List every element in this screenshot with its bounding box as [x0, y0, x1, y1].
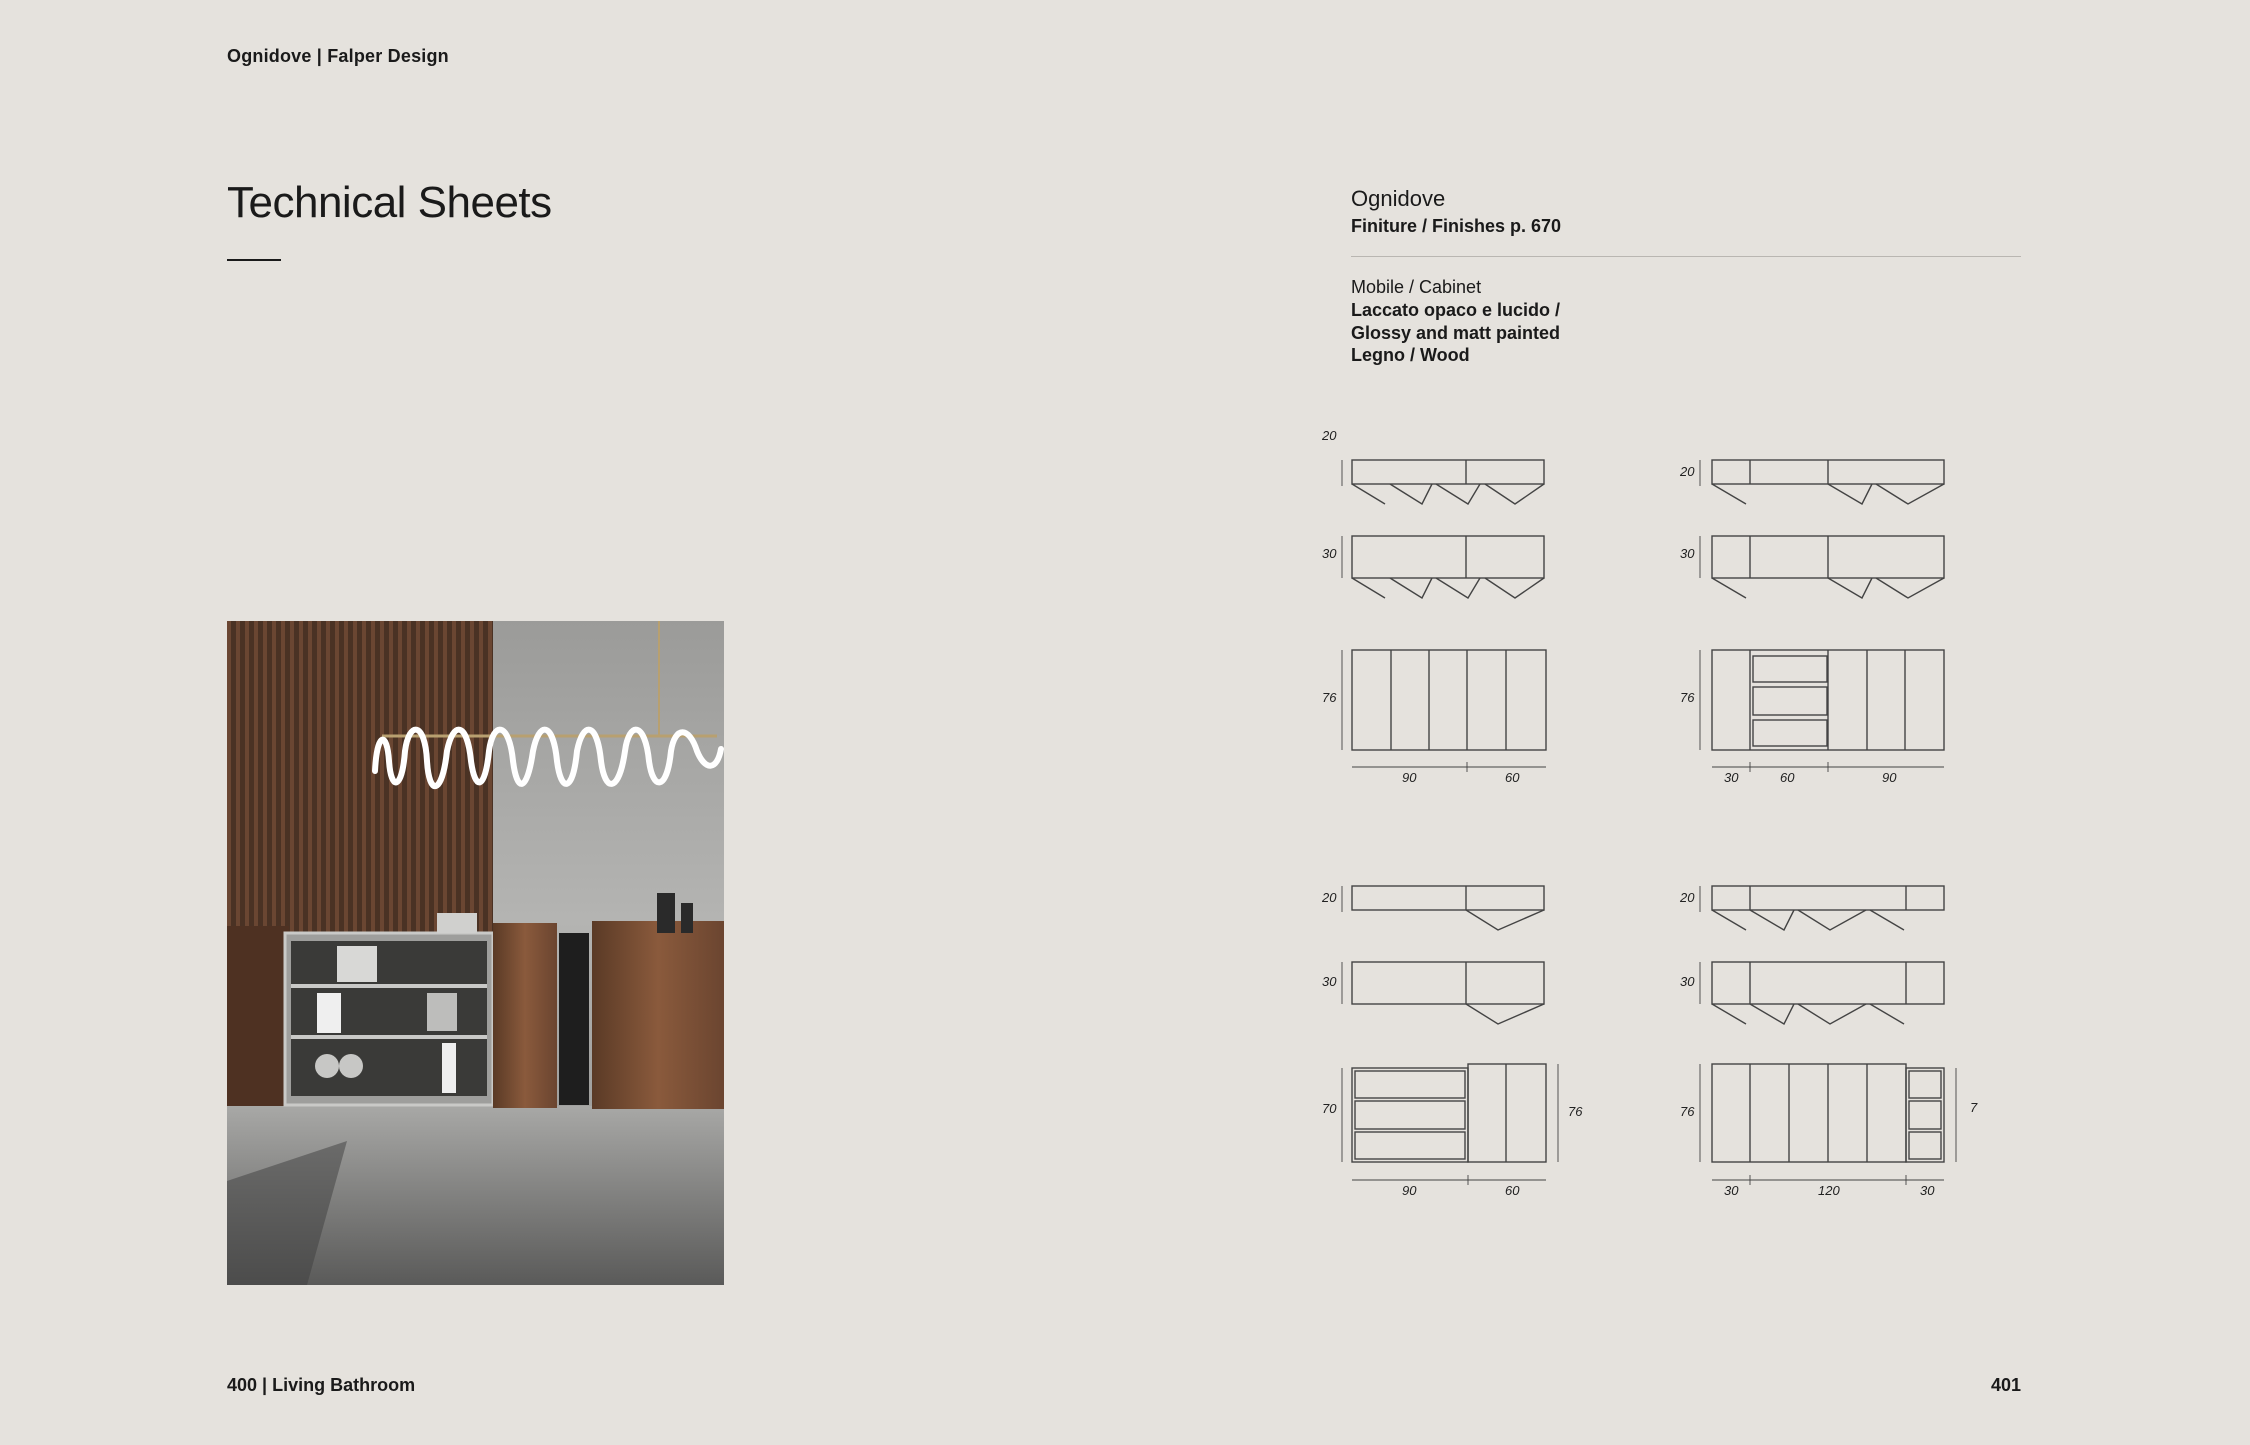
- title-divider: [227, 259, 281, 261]
- dim-label: 60: [1505, 1183, 1520, 1198]
- dim-label: 90: [1402, 1183, 1417, 1198]
- dim-label: 30: [1920, 1183, 1935, 1198]
- finish-item: Legno / Wood: [1351, 345, 1470, 365]
- dim-label: 20: [1322, 428, 1337, 443]
- drawing-2: [1679, 460, 1944, 785]
- dim-label: 60: [1780, 770, 1795, 785]
- dim-label: 120: [1818, 1183, 1840, 1198]
- dim-label: 30: [1680, 974, 1695, 989]
- page-title: Technical Sheets: [227, 178, 552, 227]
- dim-label: 30: [1680, 546, 1695, 561]
- dim-label: 76: [1322, 690, 1337, 705]
- header-brand: Ognidove | Falper Design: [227, 46, 449, 66]
- dim-label: 7: [1970, 1100, 1978, 1115]
- drawing-4: [1679, 886, 1978, 1198]
- footer-page-left: 400 | Living Bathroom: [227, 1375, 416, 1395]
- drawing-3: [1321, 886, 1583, 1198]
- dim-label: 20: [1322, 890, 1337, 905]
- dim-label: 76: [1680, 1104, 1695, 1119]
- section-divider: [1351, 256, 2021, 257]
- dim-label: 30: [1322, 546, 1337, 561]
- technical-drawings: [1310, 428, 2010, 1220]
- dim-label: 90: [1882, 770, 1897, 785]
- dim-label: 20: [1680, 464, 1695, 479]
- footer-page-right: 401: [1990, 1375, 2021, 1395]
- dim-label: 76: [1568, 1104, 1583, 1119]
- finish-item: Laccato opaco e lucido /: [1351, 300, 1561, 320]
- drawing-1: [1321, 428, 1546, 785]
- finish-item: Glossy and matt painted: [1351, 323, 1561, 343]
- interior-photo: [227, 621, 724, 1285]
- dim-label: 70: [1322, 1101, 1337, 1116]
- finishes-reference: Finiture / Finishes p. 670: [1351, 216, 1562, 236]
- dim-label: 90: [1402, 770, 1417, 785]
- dim-label: 30: [1724, 1183, 1739, 1198]
- dim-label: 30: [1322, 974, 1337, 989]
- dim-label: 20: [1680, 890, 1695, 905]
- product-name: Ognidove: [1351, 186, 1446, 211]
- dim-label: 76: [1680, 690, 1695, 705]
- cabinet-label: Mobile / Cabinet: [1351, 277, 1482, 297]
- dim-label: 60: [1505, 770, 1520, 785]
- dim-label: 30: [1724, 770, 1739, 785]
